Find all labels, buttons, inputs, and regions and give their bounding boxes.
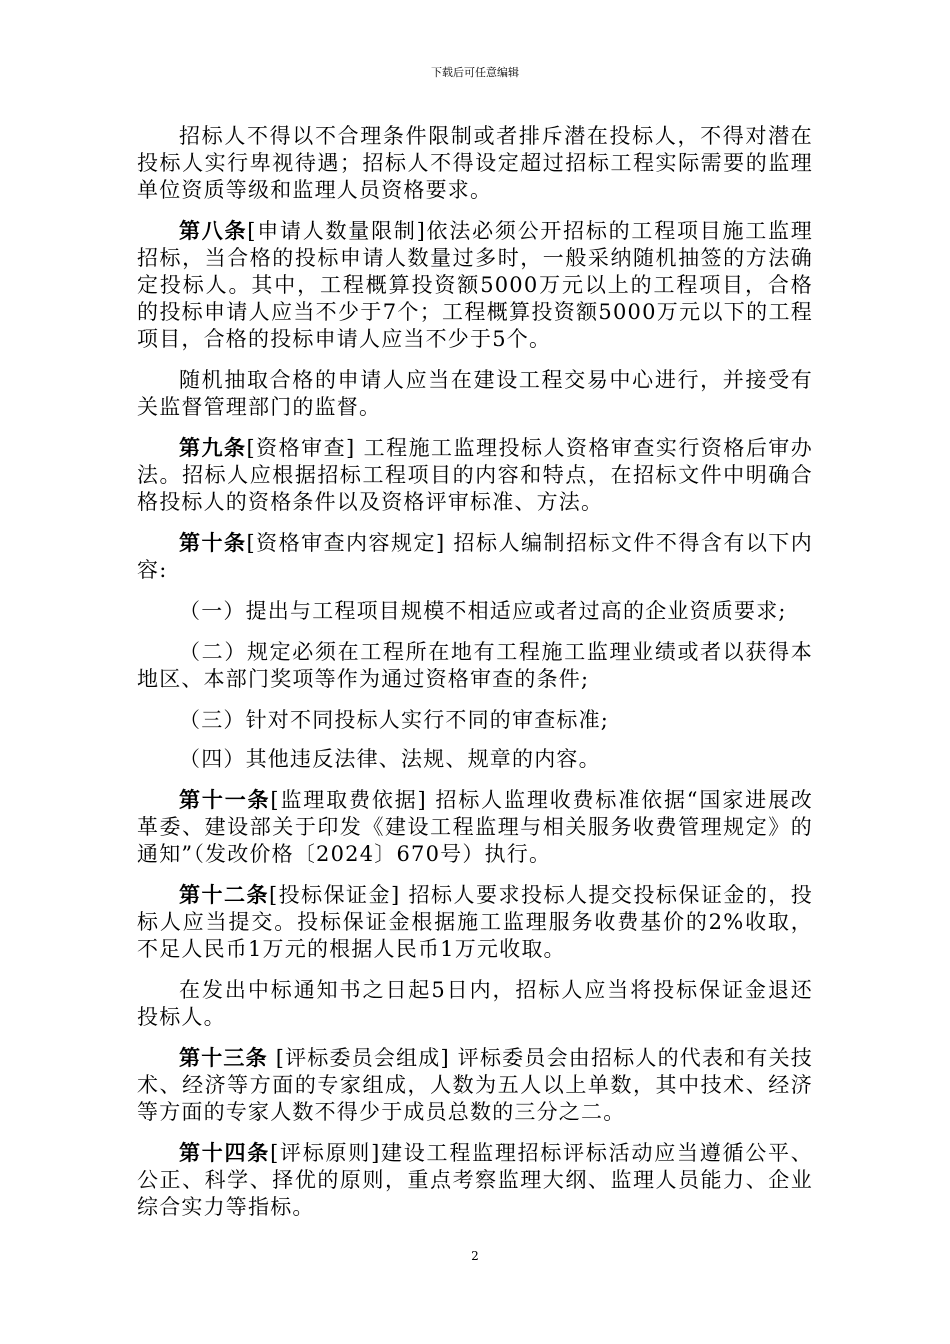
- paragraph-text: [评标原则]建设工程监理招标评标活动应当遵循公平、公正、科学、择优的原则，重点考察监理大纲、监理人员能力、企业综合实力等指标。: [137, 1141, 813, 1219]
- list-item-2: [137, 638, 813, 693]
- paragraph-1: [137, 122, 813, 204]
- page-header: 下载后可任意编辑: [431, 66, 519, 79]
- article-heading: 第八条: [179, 218, 248, 243]
- paragraph-article-12: [137, 881, 813, 963]
- paragraph-text: （二）规定必须在工程所在地有工程施工监理业绩或者以获得本地区、本部门奖项等作为通过资格审查的条件;: [137, 640, 813, 691]
- paragraph-text: 随机抽取合格的申请人应当在建设工程交易中心进行，并接受有关监督管理部门的监督。: [137, 368, 813, 419]
- paragraph-text: （一）提出与工程项目规模不相适应或者过高的企业资质要求;: [179, 599, 787, 623]
- article-heading: 第十一条: [179, 787, 271, 812]
- paragraph-text: [投标保证金] 招标人要求投标人提交投标保证金的，投标人应当提交。投标保证金根据施工监理服务收费基价的2%收取，不足人民币1万元的根据人民币1万元收取。: [137, 883, 813, 961]
- paragraph-text: [评标委员会组成] 评标委员会由招标人的代表和有关技术、经济等方面的专家组成，人数为五人以上单数，其中技术、经济等方面的专家人数不得少于成员总数的三分之二。: [137, 1046, 813, 1124]
- paragraph-3: [137, 366, 813, 421]
- paragraph-article-10: [137, 529, 813, 584]
- list-item-3: [137, 706, 813, 734]
- paragraph-text: [资格审查] 工程施工监理投标人资格审查实行资格后审办法。招标人应根据招标工程项目的内容和特点，在招标文件中明确合格投标人的资格条件以及资格评审标准、方法。: [137, 436, 813, 514]
- paragraph-text: （三）针对不同投标人实行不同的审查标准;: [179, 708, 610, 732]
- article-heading: 第十三条: [179, 1045, 268, 1070]
- paragraph-12: [137, 976, 813, 1031]
- paragraph-text: 在发出中标通知书之日起5日内，招标人应当将投标保证金退还投标人。: [137, 978, 813, 1029]
- paragraph-article-13: [137, 1044, 813, 1126]
- paragraph-text: 招标人不得以不合理条件限制或者排斥潜在投标人，不得对潜在投标人实行卑视待遇；招标人不得设定超过招标工程实际需要的监理单位资质等级和监理人员资格要求。: [137, 124, 813, 202]
- document-body: [137, 122, 813, 1234]
- list-item-1: [137, 597, 813, 625]
- list-item-4: [137, 745, 813, 773]
- paragraph-text: （四）其他违反法律、法规、规章的内容。: [179, 747, 601, 771]
- paragraph-text: [申请人数量限制]依法必须公开招标的工程项目施工监理招标，当合格的投标申请人数量过多时，一般采纳随机抽签的方法确定投标人。其中，工程概算投资额5000万元以上的工程项目，合格的投标申请人应当不少于7个；工程概算投资额5000万元以下的工程项目，合格的投标申请人应当不少于5个。: [137, 219, 813, 351]
- paragraph-article-14: [137, 1139, 813, 1221]
- page-number: 2: [471, 1249, 479, 1263]
- paragraph-article-8: [137, 217, 813, 353]
- paragraph-article-9: [137, 434, 813, 516]
- article-heading: 第九条: [179, 435, 247, 460]
- paragraph-article-11: [137, 786, 813, 868]
- article-heading: 第十二条: [179, 882, 269, 907]
- article-heading: 第十条: [179, 530, 247, 555]
- paragraph-text: [资格审查内容规定] 招标人编制招标文件不得含有以下内容:: [137, 531, 813, 582]
- article-heading: 第十四条: [179, 1140, 271, 1165]
- paragraph-text: [监理取费依据] 招标人监理收费标准依据“国家进展改革委、建设部关于印发《建设工程监理与相关服务收费管理规定》的通知”（发改价格〔2024〕670号）执行。: [137, 788, 813, 866]
